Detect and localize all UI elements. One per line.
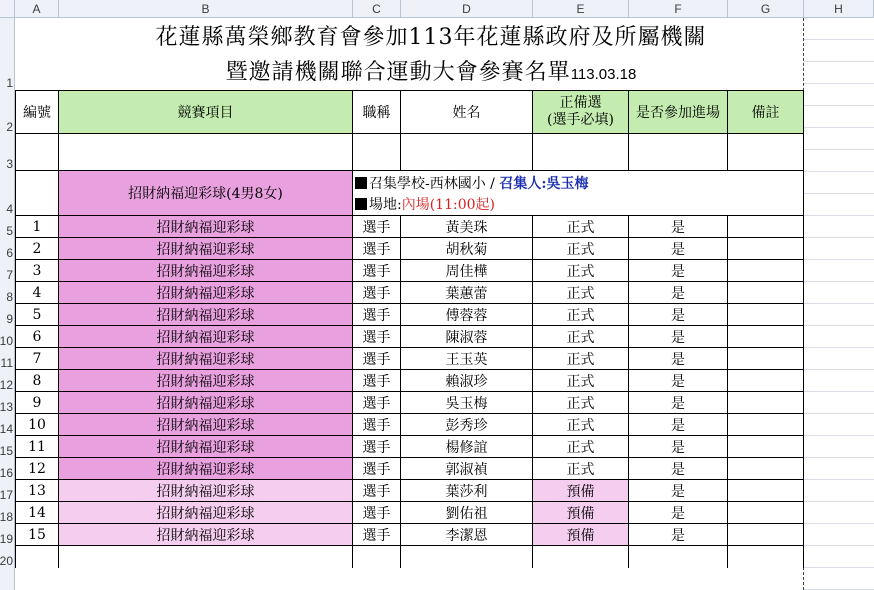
row-header-3[interactable]: 3: [0, 134, 15, 171]
cell-role[interactable]: 選手: [353, 458, 401, 480]
group-venue-line: [353, 194, 495, 214]
cell-role[interactable]: 選手: [353, 370, 401, 392]
blank-cell[interactable]: [533, 546, 629, 568]
cell-number[interactable]: 9: [15, 392, 59, 414]
column-header-d[interactable]: D: [401, 0, 533, 18]
cell-note[interactable]: [728, 524, 804, 546]
blank-cell[interactable]: [401, 546, 533, 568]
cell-event[interactable]: 招財納福迎彩球: [59, 282, 353, 304]
cell-opening[interactable]: 是: [629, 326, 728, 348]
cell-name[interactable]: 葉蕙蕾: [401, 282, 533, 304]
cell-event[interactable]: 招財納福迎彩球: [59, 370, 353, 392]
cell-status[interactable]: 正式: [533, 238, 629, 260]
blank-cell[interactable]: [15, 546, 59, 568]
header-role-label: 職稱: [362, 105, 391, 121]
cell-name[interactable]: 周佳樺: [401, 260, 533, 282]
cell-name[interactable]: 葉莎利: [401, 480, 533, 502]
cell-status[interactable]: 正式: [533, 392, 629, 414]
cell-number[interactable]: 13: [15, 480, 59, 502]
column-header-h[interactable]: H: [804, 0, 874, 18]
header-event[interactable]: [59, 91, 353, 134]
title-date: 113.03.18: [570, 66, 637, 83]
cell-name[interactable]: 陳淑蓉: [401, 326, 533, 348]
cell-event[interactable]: 招財納福迎彩球: [59, 260, 353, 282]
square-bullet-icon: [355, 177, 367, 189]
title-line-1: 花蓮縣萬榮鄉教育會參加113年花蓮縣政府及所屬機關: [155, 25, 707, 50]
row-header-4[interactable]: 4: [0, 171, 15, 216]
cell-role[interactable]: 選手: [353, 436, 401, 458]
cell-number[interactable]: 5: [15, 304, 59, 326]
cell-note[interactable]: [728, 282, 804, 304]
blank-cell[interactable]: [15, 134, 59, 171]
cell-role[interactable]: 選手: [353, 326, 401, 348]
cell-status[interactable]: 正式: [533, 458, 629, 480]
cell-note[interactable]: [728, 370, 804, 392]
blank-cell[interactable]: [629, 134, 728, 171]
cell-role[interactable]: 選手: [353, 414, 401, 436]
cell-name[interactable]: 吳玉梅: [401, 392, 533, 414]
cell-name[interactable]: 胡秋菊: [401, 238, 533, 260]
row-header-12[interactable]: 12: [0, 370, 15, 392]
row-header-14[interactable]: 14: [0, 414, 15, 436]
cell-number[interactable]: 7: [15, 348, 59, 370]
cell-role[interactable]: 選手: [353, 524, 401, 546]
row-header-10[interactable]: 10: [0, 326, 15, 348]
cell-note[interactable]: [728, 436, 804, 458]
header-note[interactable]: [728, 91, 804, 134]
cell-name[interactable]: 黃美珠: [401, 216, 533, 238]
cell-number[interactable]: 8: [15, 370, 59, 392]
cell-status[interactable]: 正式: [533, 436, 629, 458]
cell-number[interactable]: 14: [15, 502, 59, 524]
header-event-label: 競賽項目: [177, 105, 234, 121]
title-line-2: [59, 58, 803, 88]
cell-name[interactable]: 賴淑珍: [401, 370, 533, 392]
cell-note[interactable]: [728, 238, 804, 260]
blank-cell[interactable]: [728, 134, 804, 171]
group-venue-label: 場地:: [369, 197, 402, 213]
cell-event[interactable]: 招財納福迎彩球: [59, 216, 353, 238]
cell-role[interactable]: 選手: [353, 238, 401, 260]
cell-opening[interactable]: 是: [629, 458, 728, 480]
cell-number[interactable]: 6: [15, 326, 59, 348]
cell-name[interactable]: 楊修誼: [401, 436, 533, 458]
group-info[interactable]: [353, 171, 804, 216]
cell-number[interactable]: 11: [15, 436, 59, 458]
blank-cell[interactable]: [59, 546, 353, 568]
row-header-8[interactable]: 8: [0, 282, 15, 304]
cell-number[interactable]: 4: [15, 282, 59, 304]
cell-note[interactable]: [728, 502, 804, 524]
cell-note[interactable]: [728, 458, 804, 480]
cell-opening[interactable]: 是: [629, 304, 728, 326]
gridline: [804, 18, 874, 590]
cell-note[interactable]: [728, 326, 804, 348]
cell-opening[interactable]: 是: [629, 436, 728, 458]
cell-event[interactable]: 招財納福迎彩球: [59, 348, 353, 370]
cell-opening[interactable]: 是: [629, 370, 728, 392]
cell-note[interactable]: [728, 392, 804, 414]
column-header-c[interactable]: C: [353, 0, 401, 18]
cell-number[interactable]: 1: [15, 216, 59, 238]
cell-status[interactable]: 預備: [533, 524, 629, 546]
header-status-line1: 正備選: [559, 95, 602, 111]
cell-status[interactable]: 正式: [533, 216, 629, 238]
column-header-b[interactable]: B: [59, 0, 353, 18]
group-school: 召集學校-西林國小 /: [369, 176, 495, 192]
title-text: 暨邀請機關聯合運動大會參賽名單: [225, 60, 571, 85]
row-header-11[interactable]: 11: [0, 348, 15, 370]
header-status-line2: (選手必填): [547, 112, 614, 128]
blank-cell[interactable]: [353, 134, 401, 171]
row-header-9[interactable]: 9: [0, 304, 15, 326]
cell-opening[interactable]: 是: [629, 348, 728, 370]
cell-name[interactable]: 郭淑禎: [401, 458, 533, 480]
header-opening[interactable]: [629, 91, 728, 134]
cell-event[interactable]: 招財納福迎彩球: [59, 502, 353, 524]
cell-number[interactable]: 15: [15, 524, 59, 546]
group-event-title[interactable]: [59, 171, 353, 216]
square-bullet-icon: [355, 198, 367, 210]
row-header-15[interactable]: 15: [0, 436, 15, 458]
cell-event[interactable]: 招財納福迎彩球: [59, 326, 353, 348]
cell-status[interactable]: 正式: [533, 282, 629, 304]
cell-opening[interactable]: 是: [629, 392, 728, 414]
cell-note[interactable]: [728, 348, 804, 370]
cell-number[interactable]: 2: [15, 238, 59, 260]
cell-status[interactable]: 正式: [533, 260, 629, 282]
cell-note[interactable]: [728, 260, 804, 282]
cell-note[interactable]: [728, 414, 804, 436]
cell-note[interactable]: [728, 216, 804, 238]
cell-role[interactable]: 選手: [353, 260, 401, 282]
cell-opening[interactable]: 是: [629, 414, 728, 436]
row-header-13[interactable]: 13: [0, 392, 15, 414]
cell-role[interactable]: 選手: [353, 282, 401, 304]
cell-number[interactable]: 10: [15, 414, 59, 436]
row-header-1[interactable]: 1: [0, 18, 15, 90]
cell-name[interactable]: 王玉英: [401, 348, 533, 370]
cell-event[interactable]: 招財納福迎彩球: [59, 304, 353, 326]
cell-opening[interactable]: 是: [629, 260, 728, 282]
group-number-cell[interactable]: [15, 171, 59, 216]
cell-role[interactable]: 選手: [353, 348, 401, 370]
blank-cell[interactable]: [629, 546, 728, 568]
blank-cell[interactable]: [353, 546, 401, 568]
group-convener: 召集人:吳玉梅: [499, 176, 589, 192]
row-header-16[interactable]: 16: [0, 458, 15, 480]
cell-event[interactable]: 招財納福迎彩球: [59, 414, 353, 436]
cell-status[interactable]: 正式: [533, 326, 629, 348]
cell-note[interactable]: [728, 480, 804, 502]
cell-event[interactable]: 招財納福迎彩球: [59, 458, 353, 480]
cell-event[interactable]: 招財納福迎彩球: [59, 238, 353, 260]
cell-role[interactable]: 選手: [353, 502, 401, 524]
group-venue: 內場(11:00起): [401, 197, 495, 213]
cell-role[interactable]: 選手: [353, 480, 401, 502]
header-note-label: 備註: [751, 105, 780, 121]
cell-event[interactable]: 招財納福迎彩球: [59, 392, 353, 414]
row-header-7[interactable]: 7: [0, 260, 15, 282]
header-opening-label: 是否參加進場: [636, 105, 720, 121]
column-header-e[interactable]: E: [533, 0, 629, 18]
cell-name[interactable]: 彭秀珍: [401, 414, 533, 436]
header-status[interactable]: [533, 91, 629, 134]
cell-event[interactable]: 招財納福迎彩球: [59, 480, 353, 502]
cell-role[interactable]: 選手: [353, 304, 401, 326]
row-header-5[interactable]: 5: [0, 216, 15, 238]
column-header-g[interactable]: G: [728, 0, 804, 18]
cell-opening[interactable]: 是: [629, 216, 728, 238]
cell-event[interactable]: 招財納福迎彩球: [59, 524, 353, 546]
cell-opening[interactable]: 是: [629, 502, 728, 524]
cell-number[interactable]: 3: [15, 260, 59, 282]
cell-opening[interactable]: 是: [629, 282, 728, 304]
cell-name[interactable]: 傅蓉蓉: [401, 304, 533, 326]
group-event-title-text: 招財納福迎彩球(4男8女): [128, 186, 283, 202]
header-name-label: 姓名: [452, 105, 481, 121]
cell-event[interactable]: 招財納福迎彩球: [59, 436, 353, 458]
cell-status[interactable]: 正式: [533, 414, 629, 436]
cell-status[interactable]: 正式: [533, 348, 629, 370]
cell-opening[interactable]: 是: [629, 238, 728, 260]
row-header-19[interactable]: 19: [0, 524, 15, 546]
cell-name[interactable]: 劉佑祖: [401, 502, 533, 524]
header-role[interactable]: [353, 91, 401, 134]
column-header-f[interactable]: F: [629, 0, 728, 18]
cell-number[interactable]: 12: [15, 458, 59, 480]
row-header-2[interactable]: 2: [0, 90, 15, 134]
cell-status[interactable]: 預備: [533, 502, 629, 524]
blank-cell[interactable]: [59, 134, 353, 171]
cell-opening[interactable]: 是: [629, 480, 728, 502]
cell-note[interactable]: [728, 304, 804, 326]
cell-role[interactable]: 選手: [353, 216, 401, 238]
blank-cell[interactable]: [533, 134, 629, 171]
column-header-a[interactable]: A: [15, 0, 59, 18]
cell-status[interactable]: 預備: [533, 480, 629, 502]
header-number-label: 編號: [23, 105, 51, 121]
cell-status[interactable]: 正式: [533, 370, 629, 392]
header-number[interactable]: [15, 91, 59, 134]
blank-cell[interactable]: [401, 134, 533, 171]
row-header-18[interactable]: 18: [0, 502, 15, 524]
cell-opening[interactable]: 是: [629, 524, 728, 546]
cell-name[interactable]: 李潔恩: [401, 524, 533, 546]
cell-role[interactable]: 選手: [353, 392, 401, 414]
header-name[interactable]: [401, 91, 533, 134]
cell-status[interactable]: 正式: [533, 304, 629, 326]
row-header-6[interactable]: 6: [0, 238, 15, 260]
group-school-line: [353, 173, 589, 193]
row-header-20[interactable]: 20: [0, 546, 15, 568]
row-header-17[interactable]: 17: [0, 480, 15, 502]
blank-cell[interactable]: [728, 546, 804, 568]
